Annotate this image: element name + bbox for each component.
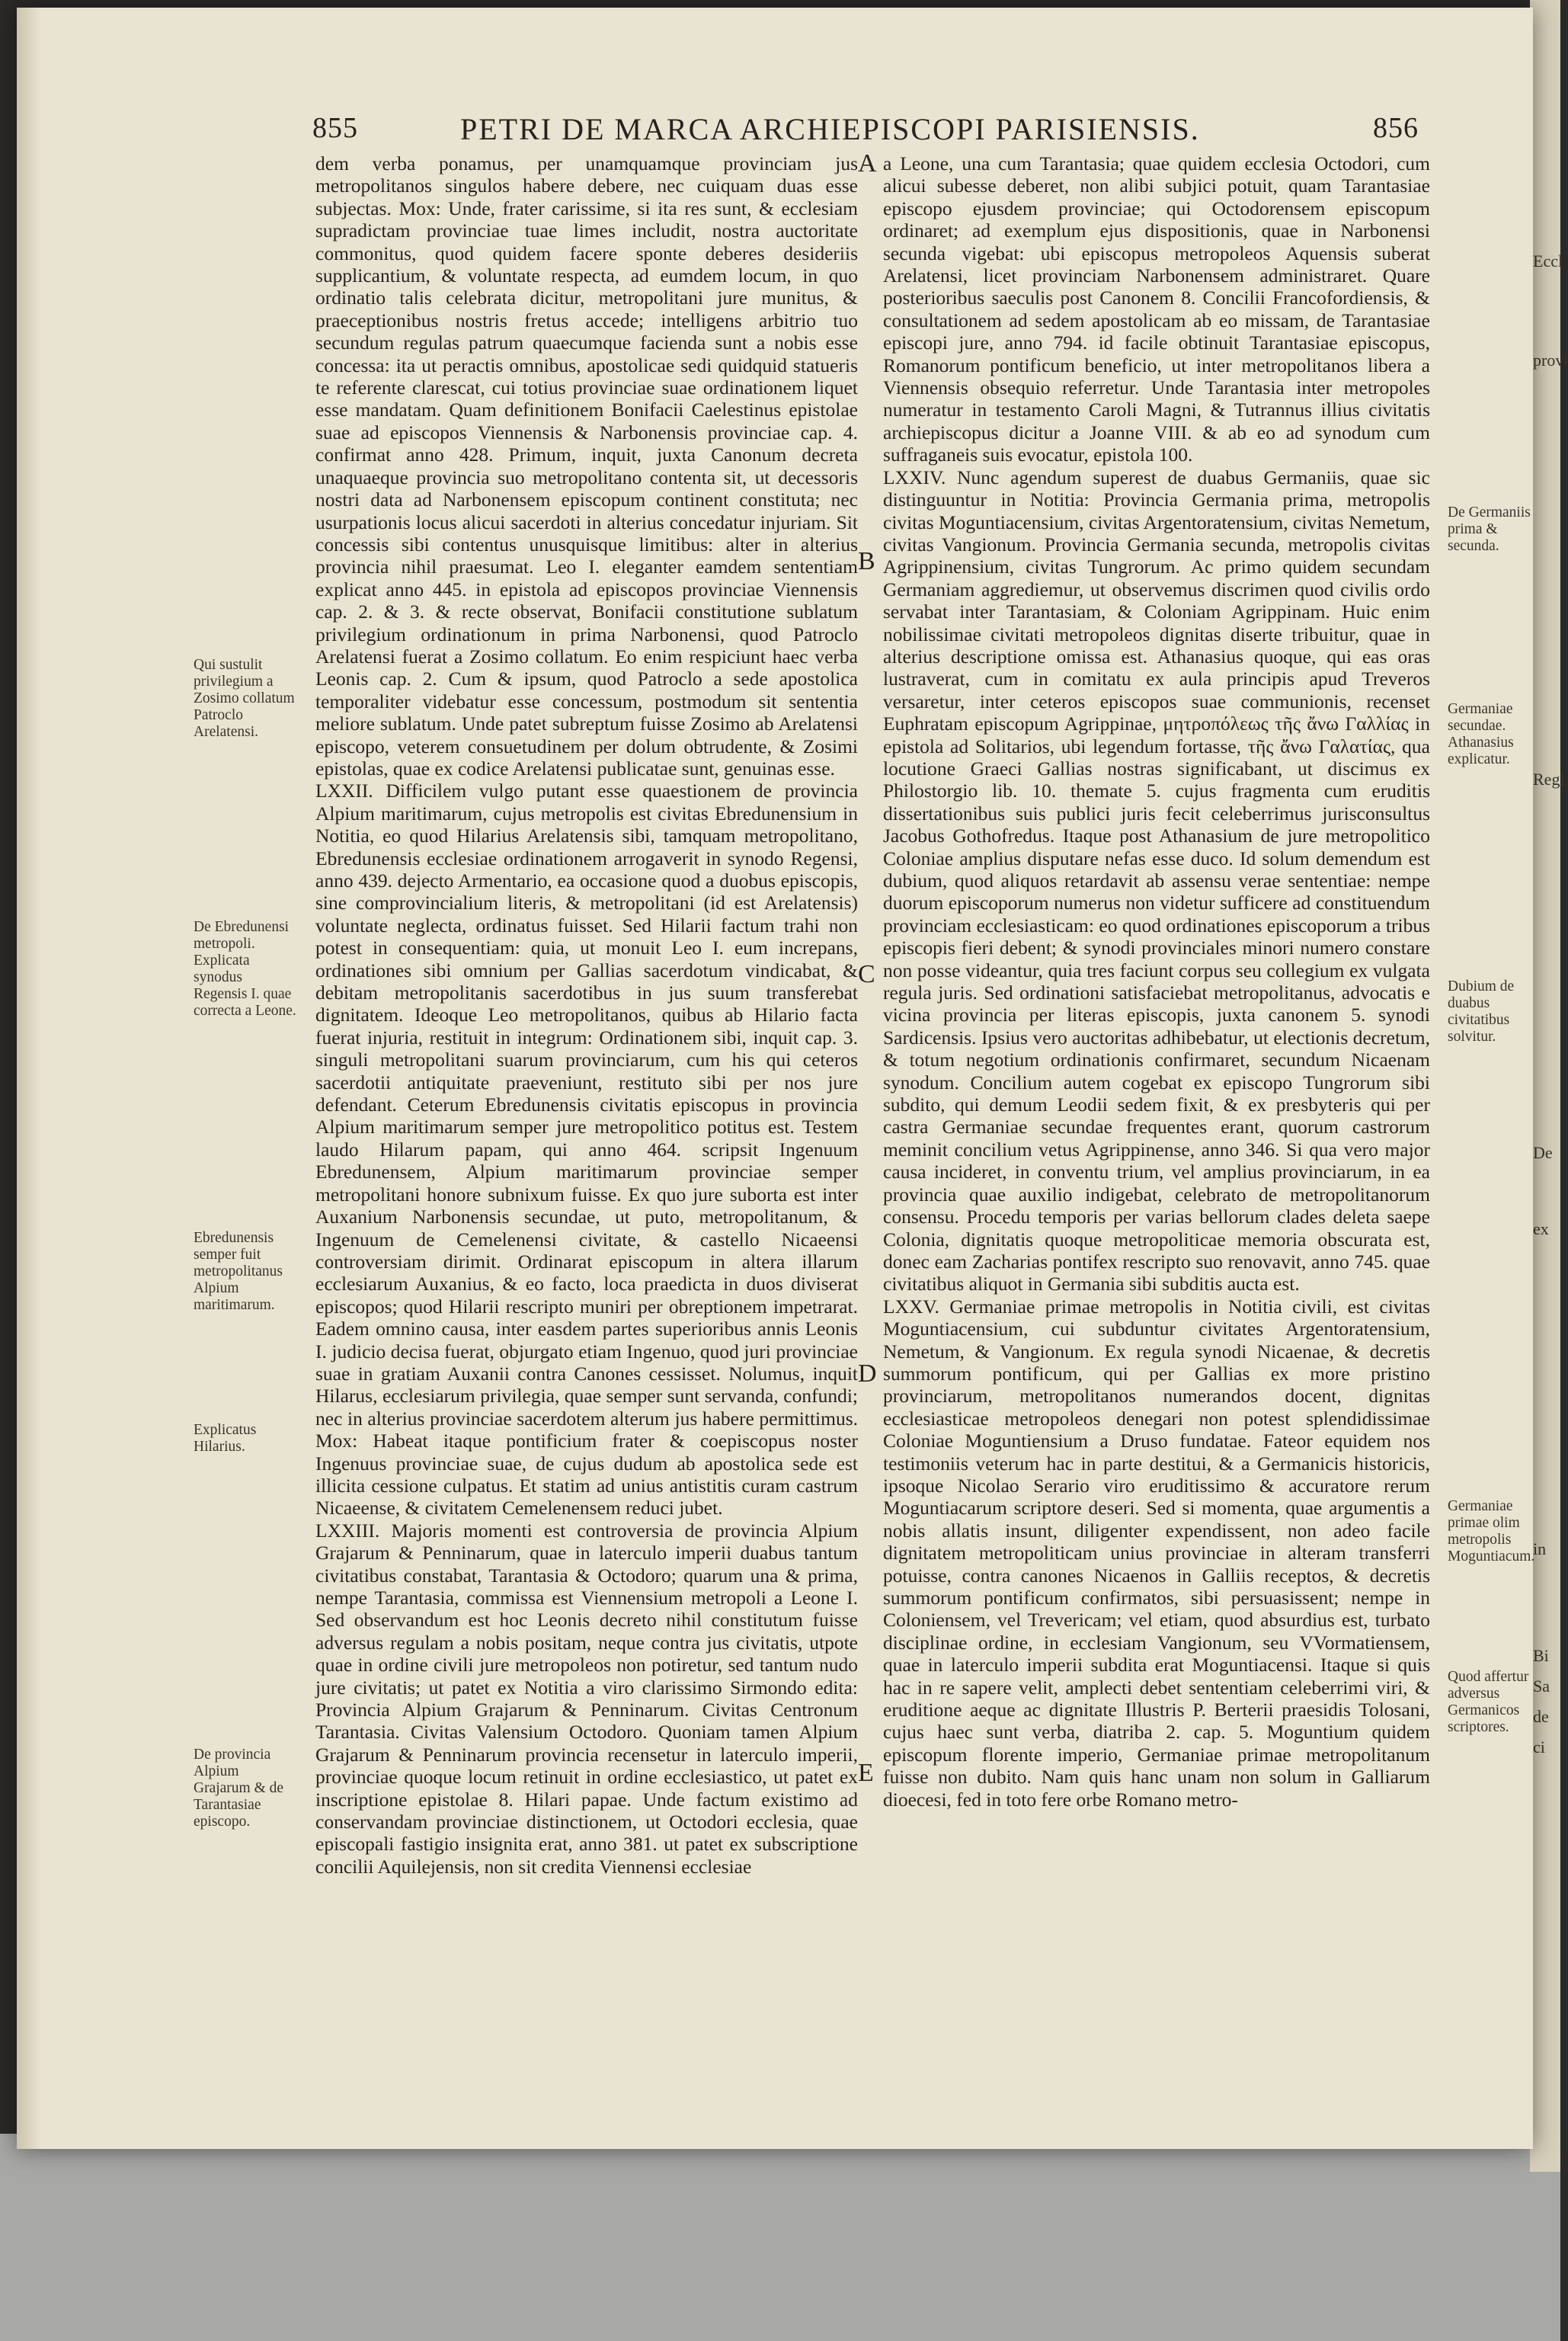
adjacent-page-fragment: De [1533,1143,1553,1162]
margin-note: De provincia Alpium Grajarum & de Tarantasiae episcopo. [194,1747,284,1830]
paragraph: a Leone, una cum Tarantasia; quae quidem ecclesia Octodori, cum alicui subesse deberet, non alibi subjici potuit, quam Tarantasiae episcopo ejusdem provinciae; qui Octodorensem episcopum ordinaret; ad exemplum ejus dispositionis, quae in Narbonensi secunda vigebat: ubi episcopus metropoleos Aquensis suberat Arelatensi, licet provinciam Narbonensem administraret. Quare posterioribus saeculis post Canonem 8. Concilii Francofordiensis, & consultationem ad sedem apostolicam ab eo missam, de Tarantasiae episcopi jure, anno 794. id facile obtinuit Tarantasiae episcopus, Romanorum pontificum beneficio, ut inter metropolitanos libera a Viennensis obsequio referretur. Unde Tarantasia inter metropoles numeratur in testamento Caroli Magni, & Tutrannus illius civitatis archiepiscopus dicitur a Joanne VIII. & ab eo ad synodum cum suffraganeis suis evocatur, epistola 100. [883,152,1430,466]
scanner-bed [0,2134,1560,2341]
paragraph: LXXV. Germaniae primae metropolis in Notitia civili, est civitas Moguntiacensium, cui subduntur civitates Argentoratensium, Nemetum, & Vangionum. Ex regula synodi Nicaenae, & decretis summorum pontificum, qui per Gallias ex more pristino provinciarum, metropolitanos numerandos docent, dignitas ecclesiasticae metropoleos denegari non potest splendidissimae Coloniae Moguntiensium a Druso fundatae. Fateor equidem nos testimoniis veterum hac in parte destitui, & a Germanicis historicis, ipsoque Nicolao Serario viro eruditissimo & accuratore rerum Moguntiacarum scriptore deseri. Sed si momenta, quae argumentis a nobis allatis insunt, diligenter expendissent, non adeo facile dignitatem metropoliticam unius provinciae in alteram transferri potuisse, contra canones Nicaenos in Galliis receptos, & decretis summorum pontificum confirmatos, sibi persuasissent; nempe in Coloniensem, vel Trevericam; vel etiam, quod absurdius est, turbato disciplinae ordine, in ecclesiam Vangionum, seu VVormatiensem, quae in laterculo imperii subdita erat Moguntiacensi. Itaque si quis hac in re sapere velit, amplecti debet sententiam celeberrimi viri, & eruditione aeque ac dignitate Illustris P. Berterii praesidis Tolosani, cujus haec sunt verba, diatriba 2. cap. 5. Moguntium quidem episcopum florente imperio, Germaniae primae metropolitanum fuisse non dubito. Nam quis hanc unam non solum in Galliarum dioecesi, fed in toto fere orbe Romano metro- [883,1295,1430,1811]
margin-note: Germaniae primae olim metropolis Moguntiacum. [1448,1498,1535,1564]
section-marker: B [858,547,875,575]
adjacent-page-fragment: Regi [1533,770,1565,789]
margin-note: Qui sustulit privilegium a Zosimo collatum Patroclo Arelatensi. [194,657,295,740]
text-column-right [883,152,1430,1811]
section-marker: A [858,149,877,178]
section-marker: E [858,1759,874,1787]
margin-note: De Germaniis prima & secunda. [1448,504,1531,554]
book-page [17,8,1533,2149]
paragraph: dem verba ponamus, per unamquamque provinciam jus metropolitanos singulos habere debere, nec cuiquam duas esse subjectas. Mox: Unde, frater carissime, si ita res sunt, & ecclesiam supradictam provinciae tuae limes includit, nostra auctoritate commonitus, quod quidem facere sponte deberes desideriis supplicantium, & voluntate respecta, ad eumdem locum, in quo ordinatio talis celebrata dicitur, metropolitani jure munitus, & praeceptionibus nostris fretus accede; intelligens arbitrio tuo secundum regulas patrum quaecumque facienda sunt a nobis esse concessa: ita ut peractis omnibus, apostolicae sedi quidquid statueris te referente clarescat, cui totius provinciae suae ordinationem liquet esse mandatam. Quam definitionem Bonifacii Caelestinus epistolae suae ad episcopos Viennensis & Narbonensis provinciae cap. 4. confirmat anno 428. Primum, inquit, juxta Canonum decreta unaquaeque provincia suo metropolitano contenta sit, ut decessoris nostri data ad Narbonensem episcopum continent constituta; nec usurpationis locus alicui sacerdoti in alterius concedatur injuriam. Sit concessis sibi contentus unusquisque limitibus: alter in alterius provincia nihil praesumat. Leo I. eleganter eamdem sententiam explicat anno 445. in epistola ad episcopos provinciae Viennensis cap. 2. & 3. & recte observat, Bonifacii constitutione sublatum privilegium ordinationum in prima Narbonensi, quod Patroclo Arelatensi fuerat a Zosimo collatum. Eo enim respiciunt haec verba Leonis cap. 2. Cum & ipsum, quod Patroclo a sede apostolica temporaliter videbatur esse concessum, postmodum sit sententia meliore sublatum. Unde patet subreptum fuisse Zosimo ab Arelatensi episcopo, veterem consuetudinem per dolum obtrudente, & Zosimi epistolas, quae ex codice Arelatensi publicatae sunt, genuinas esse. [315,152,858,780]
adjacent-page-fragment: provi [1533,351,1568,370]
margin-note: Quod affertur adversus Germanicos scriptores. [1448,1669,1529,1735]
paragraph: LXXIV. Nunc agendum superest de duabus Germaniis, quae sic distinguuntur in Notitia: Provincia Germania prima, metropolis civitas Moguntiacensium, civitas Argentoratensium, civitas Nemetum, civitas Vangionum. Provincia Germania secunda, metropolis civitas Agrippinensium, civitas Tungrorum. Ac primo quidem secundam Germaniam aggrediemur, ut observemus discrimen quod civilis ordo servabat inter Tarantasiam, & Coloniam Agrippinam. Huic enim nobilissimae civitati metropoleos dignitas diserte tribuitur, quae in alterius descriptione omissa est. Athanasius quoque, qui eas oras lustraverat, cum in comitatu ex aula principis apud Treveros versaretur, inter ceteros episcopos suae communionis, recenset Euphratam episcopum Agrippinae, μητροπόλεως τῆς ἄνω Γαλλίας in epistola ad Solitarios, ubi legendum fortasse, τῆς ἄνω Γαλατίας, qua locutione Graeci Gallias nostras significabant, ut discimus ex Philostorgio lib. 10. themate 5. cujus fragmenta cum eruditis dissertationibus suis publici juris fecit celeberrimus jurisconsultus Jacobus Gothofredus. Itaque post Athanasium de jure metropolitico Coloniae amplius disputare nefas esse duco. Id solum demendum est dubium, quod aliquos retardavit ab assensu verae sententiae: nempe duorum episcoporum numerus non videtur sufficere ad constituendum provinciam ecclesiasticam: eo quod ordinationes episcoporum a tribus episcopis fieri debent; & synodi provinciales minori numero constare non posse videantur, quia tres faciunt corpus seu collegium ex vulgata regula juris. Sed ordinationi satisfaciebat metropolitanus, advocatis e vicina provincia per literas episcopis, juxta canonem 5. synodi Sardicensis. Ipsius vero auctoritas adhibebatur, ut electionis decretum, & totum negotium ordinationis confirmaret, secundum Nicaenam synodum. Concilium autem cogebat ex episcopo Tungrorum sibi subdito, qui demum Leodii sedem fixit, & ex presbyteris qui per castra Germaniae secundae frequentes erant, quorum castrorum meminit concilium vetus Agrippinense, anno 346. Si qua vero major causa incideret, in conventu trium, vel amplius provinciarum, in ea provincia quae auxilio indigebat, celebrato de metropolitanorum consensu. Procedu temporis per varias bellorum clades deleta saepe Colonia, dignitatis quoque metropoliticae memoria obscurata est, donec eam Zacharias pontifex rescripto suo renovavit, anno 745. quae civitatibus aliquot in Germania sibi subditis aucta est. [883,466,1430,1295]
paragraph: LXXIII. Majoris momenti est controversia de provincia Alpium Grajarum & Penninarum, quae in laterculo imperii duabus tantum civitatibus constabat, Tarantasia & Octodoro; quarum una & prima, nempe Tarantasia, commissa est Viennensium metropoli a Leone I. Sed observandum est hoc Leonis decreto nihil constitutum fuisse adversus regulam a nobis positam, neque contra jus civitatis, utpote quae in ordine civili jure metropoleos non potiretur, sed tantum nudo jure civitatis; ut patet ex Notitia a viro clarissimo Sirmondo edita: Provincia Alpium Grajarum & Penninarum. Civitas Centronum Tarantasia. Civitas Valensium Octodoro. Quoniam tamen Alpium Grajarum & Penninarum provincia recensetur in laterculo imperii, provinciae quoque locum retinuit in ordine ecclesiastico, ut patet ex inscriptione epistolae 8. Hilari papae. Unde factum existimo ad conservandam provinciae distinctionem, ut Octodori ecclesia, quae episcopali fastigio insignita erat, anno 381. ut patet ex subscriptione concilii Aquilejensis, non sit credita Viennensi ecclesiae [315,1519,858,1878]
adjacent-page-fragment: ex [1533,1219,1549,1238]
adjacent-page-fragment: Bi [1533,1646,1549,1665]
running-title: PETRI DE MARCA ARCHIEPISCOPI PARISIENSIS. [460,112,1200,146]
adjacent-page-fragment: ci [1533,1737,1545,1757]
section-marker: C [858,960,875,988]
margin-note: Ebredunensis semper fuit metropolitanus Alpium maritimarum. [194,1230,283,1313]
margin-note: Dubium de duabus civitatibus solvitur. [1448,978,1515,1045]
adjacent-page-fragment: in [1533,1539,1547,1558]
adjacent-page-fragment: de [1533,1707,1549,1726]
margin-note: Explicatus Hilarius. [194,1422,257,1455]
text-column-left [315,152,858,1878]
section-marker: D [858,1359,877,1388]
paragraph: LXXII. Difficilem vulgo putant esse quaestionem de provincia Alpium maritimarum, cujus metropolis est civitas Ebredunensium in Notitia, eo quod Hilarius Arelatensis sibi, tamquam metropolitano, Ebredunensis ecclesiae ordinationem arrogaverit in synodo Regensi, anno 439. dejecto Armentario, ea occasione quod a duobus episcopis, sine comprovincialium literis, & metropolitani (id est Arelatensis) voluntate neglecta, ordinatus fuisset. Sed Hilarii factum trahi non potest in consequentiam: quia, ut monuit Leo I. eum increpans, ordinationes sibi omnium per Gallias sacerdotum vindicabat, & debitam metropolitanis sacerdotibus in jus suum transferebat dignitatem. Ideoque Leo metropolitanos, quibus ab Hilario facta fuerat injuria, restituit in integrum: Ordinationem sibi, inquit cap. 3. singuli metropolitani suarum provinciarum, cum his qui ceteros sacerdotii antiquitate praeveniunt, restituto sibi per nos jure defendant. Ceterum Ebredunensis civitatis episcopus in provincia Alpium maritimarum semper jure metropolitico potitus est. Testem laudo Hilarum papam, qui anno 464. scripsit Ingenuum Ebredunensem, Alpium maritimarum provinciae semper metropolitani honore subnixum fuisse. Ex quo jure suborta est inter Auxanium Narbonensis secundae, ut puto, metropolitanum, & Ingenuum de Cemelenensi civitate, & castello Nicaeensi controversiam dirimit. Ordinarat episcopum in altera illarum ecclesiarum Auxanius, & eo facto, loca praedicta in duos diviserat episcopos; quod Hilarii rescripto muniri per obreptionem impetrarat. Eadem omnino causa, inter easdem partes superioribus annis Leonis I. judicio decisa fuerat, objurgato etiam Ingenuo, quod juri provinciae suae in gratiam Auxanii contra Canones cessisset. Nolumus, inquit Hilarus, ecclesiarum privilegia, quae semper sunt servanda, confundi; nec in alterius provinciae sacerdotem alterum jus habere permittimus. Mox: Habeat itaque pontificium frater & coepiscopus noster Ingenuus provinciae suae, de cujus dudum ab apostolica sede est illicita cessione culpatus. Et statim ad unius antistitis curam castrum Nicaeense, & civitatem Cemelenensem reduci jubet. [315,780,858,1520]
adjacent-page-fragment: Eccl [1533,251,1563,271]
page-number-right: 856 [1373,112,1419,144]
page-gutter-shadow [17,8,41,2149]
page-number-left: 855 [312,112,358,144]
adjacent-page-edge [1530,0,1568,2172]
margin-note: Germaniae secundae. Athanasius explicatur. [1448,701,1514,767]
margin-note: De Ebredunensi metropoli. Explicata synodus Regensis I. quae correcta a Leone. [194,919,296,1019]
adjacent-page-fragment: Sa [1533,1676,1550,1696]
